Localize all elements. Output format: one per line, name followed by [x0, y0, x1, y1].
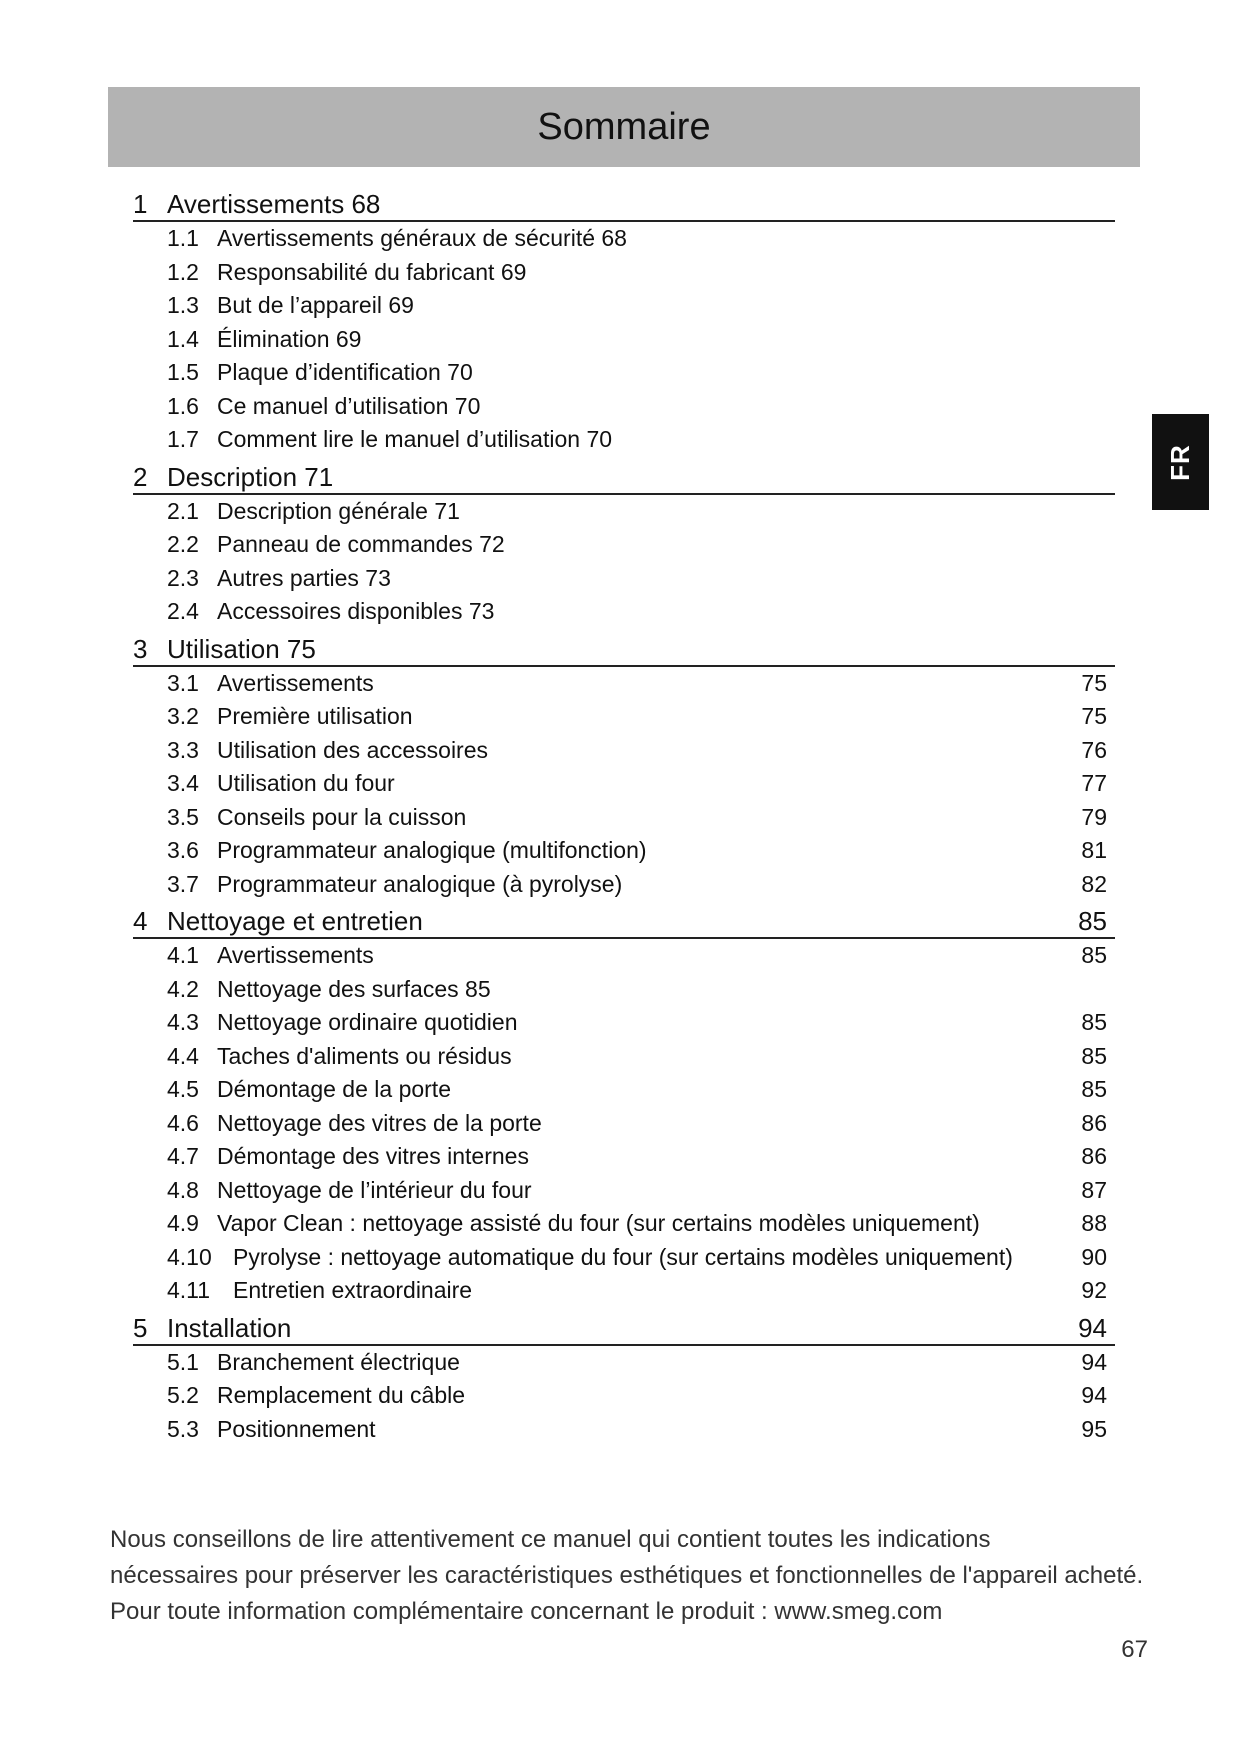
section-number: 3	[133, 633, 148, 664]
entry-number: 2.1	[167, 497, 199, 524]
toc-entry	[133, 1107, 1115, 1141]
entry-title: Entretien extraordinaire	[233, 1277, 473, 1304]
entry-number: 4.10	[167, 1243, 212, 1270]
toc-entry	[133, 700, 1115, 734]
entry-title: Démontage des vitres internes	[217, 1143, 529, 1170]
toc-entry	[133, 939, 1115, 973]
entry-title: Première utilisation	[217, 703, 413, 730]
entry-number: 2.4	[167, 598, 199, 625]
toc-entry	[133, 356, 1115, 390]
intro-note	[110, 1522, 1150, 1630]
toc-section	[133, 457, 1115, 629]
toc-entry	[133, 667, 1115, 701]
entry-number: 3.2	[167, 703, 199, 730]
entry-page: 90	[1081, 1243, 1107, 1270]
toc-entry	[133, 1207, 1115, 1241]
entry-number: 5.2	[167, 1382, 199, 1409]
entry-title: Avertissements	[217, 669, 374, 696]
toc-entry	[133, 834, 1115, 868]
toc-entry	[133, 528, 1115, 562]
toc-entry	[133, 973, 1115, 1007]
entry-number: 4.2	[167, 975, 199, 1002]
toc-entry	[133, 256, 1115, 290]
toc-entry	[133, 767, 1115, 801]
entry-number: 1.7	[167, 426, 199, 453]
section-page: 85	[1078, 906, 1107, 936]
toc-section-heading	[133, 1308, 1115, 1346]
section-number: 2	[133, 461, 148, 492]
entry-page: 85	[1081, 1076, 1107, 1103]
entry-number: 4.7	[167, 1143, 199, 1170]
entry-title: But de l’appareil 69	[217, 292, 414, 319]
entry-page: 88	[1081, 1210, 1107, 1237]
entry-number: 3.6	[167, 837, 199, 864]
entry-title: Pyrolyse : nettoyage automatique du four (sur certains modèles uniquement)	[233, 1243, 1013, 1270]
entry-page: 92	[1081, 1277, 1107, 1304]
entry-page: 86	[1081, 1143, 1107, 1170]
entry-title: Programmateur analogique (à pyrolyse)	[217, 870, 623, 897]
entry-page: 85	[1081, 1042, 1107, 1069]
entry-title: Conseils pour la cuisson	[217, 803, 467, 830]
entry-title: Branchement électrique	[217, 1348, 460, 1375]
toc-entry	[133, 734, 1115, 768]
entry-number: 2.2	[167, 531, 199, 558]
entry-title: Nettoyage des vitres de la porte	[217, 1109, 542, 1136]
entry-number: 3.5	[167, 803, 199, 830]
entry-number: 1.2	[167, 258, 199, 285]
entry-page: 75	[1081, 703, 1107, 730]
entry-page: 94	[1081, 1348, 1107, 1375]
section-title: Utilisation 75	[167, 633, 316, 664]
section-title: Description 71	[167, 461, 334, 492]
entry-page: 86	[1081, 1109, 1107, 1136]
toc-entry	[133, 1346, 1115, 1380]
toc-section	[133, 1308, 1115, 1447]
entry-page: 85	[1081, 1009, 1107, 1036]
toc-entry	[133, 390, 1115, 424]
entry-number: 3.1	[167, 669, 199, 696]
entry-title: Utilisation des accessoires	[217, 736, 489, 763]
entry-number: 4.11	[167, 1277, 211, 1304]
intro-note-line: nécessaires pour préserver les caractéristiques esthétiques et fonctionnelles de l'appareil acheté.	[110, 1562, 1144, 1589]
page-title-bar	[108, 87, 1140, 167]
entry-page: 76	[1081, 736, 1107, 763]
toc-entry	[133, 1241, 1115, 1275]
entry-number: 4.9	[167, 1210, 199, 1237]
toc-section	[133, 629, 1115, 902]
entry-title: Plaque d’identification 70	[217, 359, 473, 386]
entry-title: Nettoyage de l’intérieur du four	[217, 1176, 532, 1203]
entry-title: Démontage de la porte	[217, 1076, 451, 1103]
entry-page: 82	[1081, 870, 1107, 897]
toc-entry	[133, 1379, 1115, 1413]
toc-entry	[133, 1274, 1115, 1308]
toc-section-heading	[133, 629, 1115, 667]
page-number: 67	[1121, 1636, 1148, 1663]
section-number: 5	[133, 1312, 148, 1343]
entry-title: Remplacement du câble	[217, 1382, 466, 1409]
entry-title: Vapor Clean : nettoyage assisté du four (sur certains modèles uniquement)	[217, 1210, 980, 1237]
page-title: Sommaire	[537, 105, 711, 148]
entry-page: 77	[1081, 770, 1107, 797]
toc-entry	[133, 1073, 1115, 1107]
entry-number: 1.1	[167, 225, 199, 252]
toc-section	[133, 901, 1115, 1308]
entry-number: 4.5	[167, 1076, 199, 1103]
entry-title: Nettoyage des surfaces 85	[217, 975, 491, 1002]
section-page: 94	[1078, 1312, 1107, 1343]
entry-title: Ce manuel d’utilisation 70	[217, 392, 481, 419]
entry-page: 81	[1081, 837, 1107, 864]
entry-number: 3.7	[167, 870, 199, 897]
entry-page: 94	[1081, 1382, 1107, 1409]
toc-section	[133, 184, 1115, 457]
entry-title: Comment lire le manuel d’utilisation 70	[217, 426, 613, 453]
entry-number: 3.3	[167, 736, 199, 763]
entry-title: Responsabilité du fabricant 69	[217, 258, 527, 285]
entry-number: 4.4	[167, 1042, 199, 1069]
toc-entry	[133, 868, 1115, 902]
section-number: 1	[133, 189, 148, 219]
table-of-contents	[133, 184, 1115, 1446]
toc-section-heading	[133, 901, 1115, 939]
toc-entry	[133, 1413, 1115, 1447]
toc-entry	[133, 1006, 1115, 1040]
section-title: Installation	[167, 1312, 292, 1343]
toc-entry	[133, 495, 1115, 529]
entry-number: 4.6	[167, 1109, 199, 1136]
intro-note-line: Nous conseillons de lire attentivement ce manuel qui contient toutes les indications	[110, 1526, 991, 1553]
entry-title: Nettoyage ordinaire quotidien	[217, 1009, 518, 1036]
entry-number: 1.3	[167, 292, 199, 319]
toc-entry	[133, 323, 1115, 357]
entry-title: Avertissements généraux de sécurité 68	[217, 225, 627, 252]
entry-title: Description générale 71	[217, 497, 460, 524]
entry-page: 85	[1081, 942, 1107, 969]
section-title: Avertissements 68	[167, 189, 381, 219]
entry-title: Accessoires disponibles 73	[217, 598, 495, 625]
entry-page: 95	[1081, 1415, 1107, 1442]
toc-entry	[133, 222, 1115, 256]
toc-entry	[133, 562, 1115, 596]
entry-number: 4.3	[167, 1009, 199, 1036]
toc-entry	[133, 1174, 1115, 1208]
toc-section-heading	[133, 457, 1115, 495]
section-number: 4	[133, 906, 148, 936]
toc-entry	[133, 595, 1115, 629]
entry-page: 79	[1081, 803, 1107, 830]
intro-note-line: Pour toute information complémentaire concernant le produit : www.smeg.com	[110, 1598, 943, 1625]
entry-title: Taches d'aliments ou résidus	[217, 1042, 512, 1069]
toc-entry	[133, 1140, 1115, 1174]
entry-number: 4.1	[167, 942, 199, 969]
entry-number: 1.6	[167, 392, 199, 419]
entry-title: Élimination 69	[217, 325, 362, 352]
toc-entry	[133, 801, 1115, 835]
entry-page: 75	[1081, 669, 1107, 696]
entry-title: Utilisation du four	[217, 770, 395, 797]
toc-section-heading	[133, 184, 1115, 222]
entry-title: Avertissements	[217, 942, 374, 969]
toc-entry	[133, 1040, 1115, 1074]
toc-entry	[133, 423, 1115, 457]
entry-number: 4.8	[167, 1176, 199, 1203]
entry-title: Panneau de commandes 72	[217, 531, 505, 558]
section-title: Nettoyage et entretien	[167, 906, 423, 936]
entry-number: 5.3	[167, 1415, 199, 1442]
entry-title: Positionnement	[217, 1415, 376, 1442]
entry-number: 2.3	[167, 564, 199, 591]
entry-page: 87	[1081, 1176, 1107, 1203]
entry-number: 3.4	[167, 770, 199, 797]
entry-number: 5.1	[167, 1348, 199, 1375]
entry-number: 1.5	[167, 359, 199, 386]
language-tab	[1152, 414, 1209, 510]
entry-number: 1.4	[167, 325, 199, 352]
toc-entry	[133, 289, 1115, 323]
entry-title: Programmateur analogique (multifonction)	[217, 837, 647, 864]
entry-title: Autres parties 73	[217, 564, 391, 591]
language-tab-label: FR	[1164, 443, 1195, 481]
